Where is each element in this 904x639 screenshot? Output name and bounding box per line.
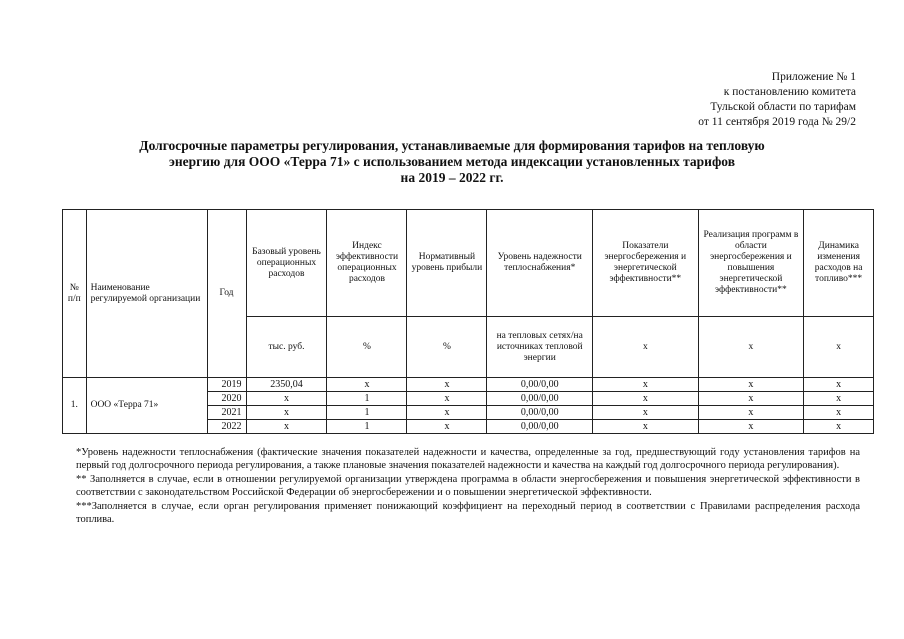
cell-program: х [698, 378, 804, 392]
cell-energy: х [593, 406, 699, 420]
header-program: Реализация программ в области энергосбережения и повышения энергетической эффективности** [698, 210, 804, 317]
appendix-block [698, 70, 856, 130]
appendix-line: к постановлению комитета [723, 86, 856, 98]
row-num: 1. [63, 378, 87, 434]
unit-energy: х [593, 317, 699, 378]
header-base: Базовый уровень операционных расходов [246, 210, 327, 317]
parameters-table [62, 209, 874, 434]
header-row [63, 210, 874, 317]
cell-reliability: 0,00/0,00 [487, 378, 593, 392]
title-line: на 2019 – 2022 гг. [400, 170, 504, 185]
cell-profit: х [407, 392, 487, 406]
cell-profit: х [407, 378, 487, 392]
cell-program: х [698, 420, 804, 434]
cell-profit: х [407, 406, 487, 420]
unit-base: тыс. руб. [246, 317, 327, 378]
title-line: энергию для ООО «Терра 71» с использованием метода индексации установленных тарифов [168, 154, 736, 169]
cell-reliability: 0,00/0,00 [487, 406, 593, 420]
cell-program: х [698, 406, 804, 420]
footnote-fuel: ***Заполняется в случае, если орган регулирования применяет понижающий коэффициент на переходный период в соответствии с Правилами распределения расхода топлива. [76, 501, 860, 525]
unit-fuel: х [804, 317, 874, 378]
header-num: № п/п [63, 210, 87, 378]
unit-program: х [698, 317, 804, 378]
cell-energy: х [593, 420, 699, 434]
document-title [60, 138, 844, 186]
row-year: 2020 [207, 392, 246, 406]
footnote-reliability: *Уровень надежности теплоснабжения (фактические значения показателей надежности и качества, определенные за год, предшествующий году установления тарифов на первый год долгосрочного периода регулирования, а также плановые значения показателей надежности и качества на каждый год долгосрочного периода регулирования). [76, 447, 860, 471]
cell-index: 1 [327, 420, 407, 434]
cell-reliability: 0,00/0,00 [487, 392, 593, 406]
header-org: Наименование регулируемой организации [86, 210, 207, 378]
row-year: 2021 [207, 406, 246, 420]
appendix-line: Приложение № 1 [771, 71, 856, 83]
unit-reliability: на тепловых сетях/на источниках тепловой энергии [487, 317, 593, 378]
title-line: Долгосрочные параметры регулирования, устанавливаемые для формирования тарифов на тепловую [139, 138, 765, 153]
cell-program: х [698, 392, 804, 406]
cell-profit: х [407, 420, 487, 434]
footnote-energy-program: ** Заполняется в случае, если в отношении регулируемой организации утверждена программа в области энергосбережения и повышения энергетической эффективности в соответствии с законодательством Российской Федерации об энергосбережении и о повышении энергетической эффективности. [76, 474, 860, 498]
header-energy: Показатели энергосбережения и энергетической эффективности** [593, 210, 699, 317]
cell-base: х [246, 406, 327, 420]
cell-fuel: х [804, 406, 874, 420]
cell-base: х [246, 392, 327, 406]
unit-profit: % [407, 317, 487, 378]
header-fuel: Динамика изменения расходов на топливо*** [804, 210, 874, 317]
unit-index: % [327, 317, 407, 378]
footnotes [76, 446, 860, 527]
appendix-line: от 11 сентября 2019 года № 29/2 [698, 116, 856, 128]
header-profit: Нормативный уровень прибыли [407, 210, 487, 317]
cell-fuel: х [804, 420, 874, 434]
cell-index: 1 [327, 406, 407, 420]
cell-index: 1 [327, 392, 407, 406]
appendix-line: Тульской области по тарифам [710, 101, 856, 113]
cell-fuel: х [804, 392, 874, 406]
table-row [63, 378, 874, 392]
header-index: Индекс эффективности операционных расходов [327, 210, 407, 317]
row-org: ООО «Терра 71» [86, 378, 207, 434]
header-year: Год [207, 210, 246, 378]
row-year: 2019 [207, 378, 246, 392]
cell-base: х [246, 420, 327, 434]
cell-fuel: х [804, 378, 874, 392]
header-reliability: Уровень надежности теплоснабжения* [487, 210, 593, 317]
cell-reliability: 0,00/0,00 [487, 420, 593, 434]
cell-index: х [327, 378, 407, 392]
cell-energy: х [593, 392, 699, 406]
cell-base: 2350,04 [246, 378, 327, 392]
cell-energy: х [593, 378, 699, 392]
row-year: 2022 [207, 420, 246, 434]
